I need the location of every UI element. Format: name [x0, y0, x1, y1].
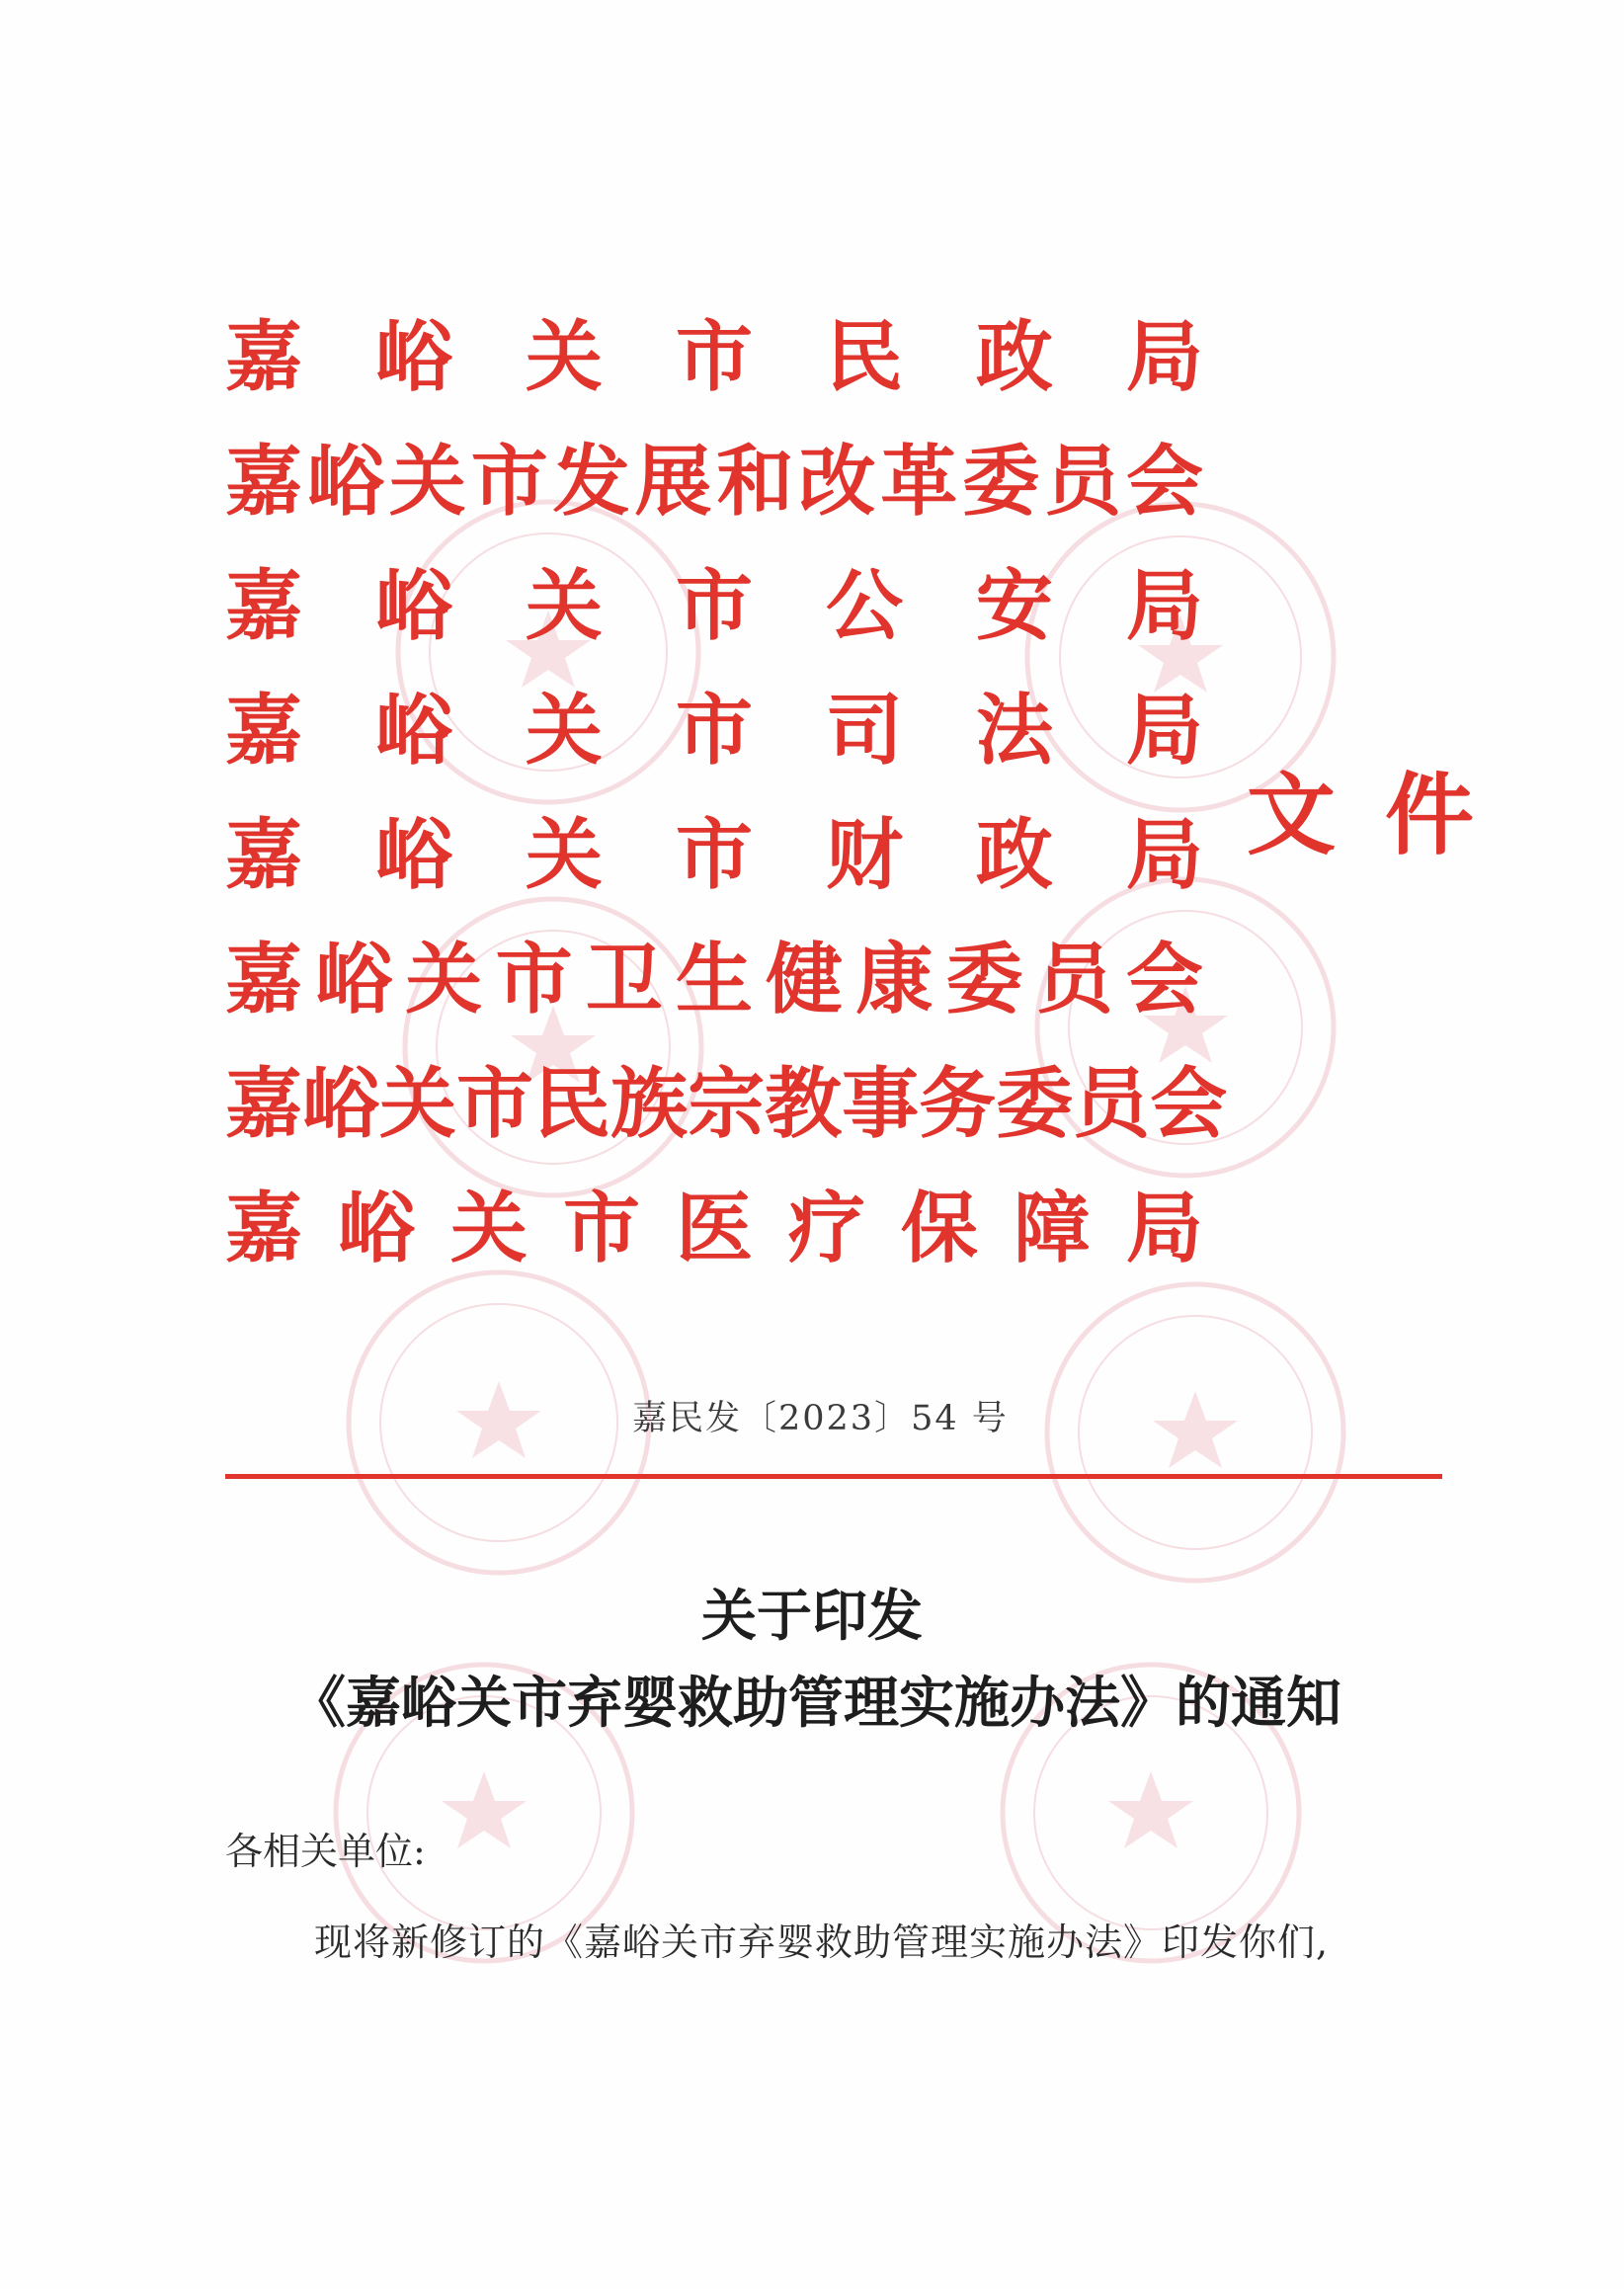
seal-stamp-6 [1047, 1284, 1343, 1581]
issuer-line: 嘉 峪 关 市 民 政 局 [225, 312, 1203, 402]
issuer-line: 嘉 峪 关 市 民 族 宗 教 事 务 委 员 会 [225, 1059, 1228, 1149]
red-separator-line [225, 1474, 1442, 1479]
issuer-line: 嘉 峪 关 市 公 安 局 [225, 561, 1203, 651]
notice-title-line-1: 关于印发 [701, 1584, 923, 1649]
issuer-line: 嘉 峪 关 市 司 法 局 [225, 686, 1203, 776]
document-number: 嘉民发〔2023〕54 号 [632, 1399, 1009, 1438]
salutation: 各相关单位: [225, 1830, 426, 1873]
issuer-line: 嘉 峪 关 市 发 展 和 改 革 委 员 会 [225, 437, 1203, 527]
seal-stamp-5 [349, 1272, 649, 1573]
notice-title-line-2: 《嘉峪关市弃婴救助管理实施办法》的通知 [290, 1671, 1341, 1736]
issuer-line: 嘉 峪 关 市 医 疗 保 障 局 [225, 1184, 1203, 1273]
issuer-line: 嘉 峪 关 市 卫 生 健 康 委 员 会 [225, 935, 1203, 1024]
document-word: 文件 [1247, 763, 1523, 867]
body-paragraph: 现将新修订的《嘉峪关市弃婴救助管理实施办法》印发你们, [314, 1921, 1330, 1964]
issuer-line: 嘉 峪 关 市 财 政 局 [225, 810, 1203, 900]
